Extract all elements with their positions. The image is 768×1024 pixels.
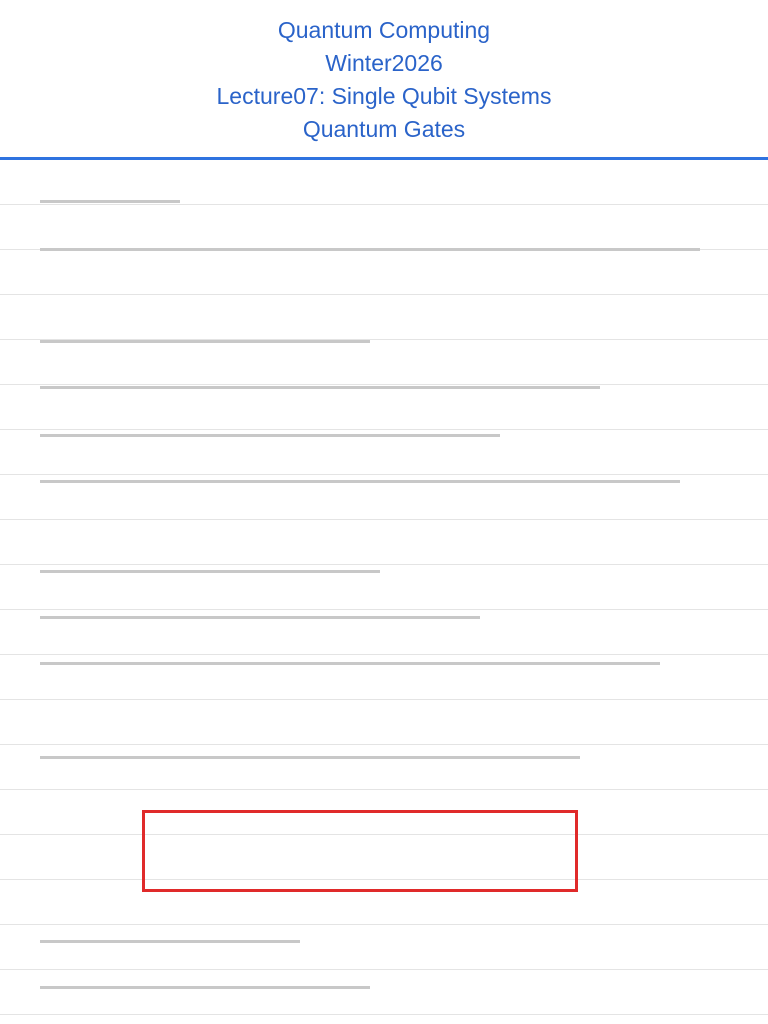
placeholder-line <box>40 662 660 665</box>
ruled-line <box>0 609 768 610</box>
topic-label: Quantum Gates <box>302 116 466 142</box>
course-title: Quantum Computing <box>277 17 491 43</box>
placeholder-line <box>40 340 370 343</box>
placeholder-line <box>40 434 500 437</box>
ruled-line <box>0 969 768 970</box>
ruled-line <box>0 744 768 745</box>
header-divider <box>0 157 768 160</box>
lecture-header <box>0 14 768 146</box>
lecture-title: Lecture07: Single Qubit Systems <box>216 83 552 109</box>
ruled-line <box>0 654 768 655</box>
placeholder-line <box>40 386 600 389</box>
ruled-line <box>0 519 768 520</box>
ruled-line <box>0 294 768 295</box>
placeholder-line <box>40 480 680 483</box>
ruled-line <box>0 474 768 475</box>
boxed-formula-placeholder <box>142 810 578 892</box>
ruled-line <box>0 1014 768 1015</box>
ruled-line <box>0 699 768 700</box>
ruled-line <box>0 384 768 385</box>
ruled-line <box>0 429 768 430</box>
ruled-line <box>0 564 768 565</box>
ruled-line <box>0 924 768 925</box>
placeholder-line <box>40 940 300 943</box>
term-label: Winter2026 <box>325 50 443 76</box>
placeholder-line <box>40 616 480 619</box>
placeholder-line <box>40 248 700 251</box>
placeholder-line <box>40 986 370 989</box>
ruled-line <box>0 789 768 790</box>
placeholder-line <box>40 200 180 203</box>
placeholder-line <box>40 570 380 573</box>
ruled-line <box>0 204 768 205</box>
placeholder-line <box>40 756 580 759</box>
